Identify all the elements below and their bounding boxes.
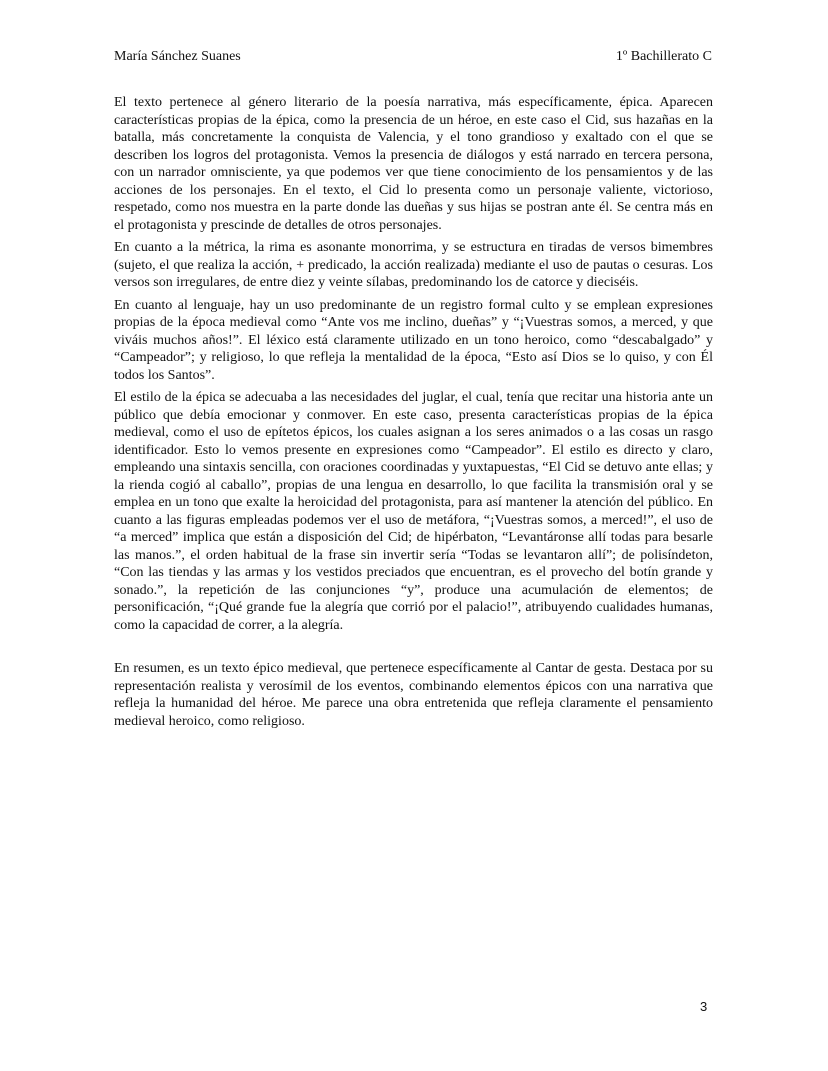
paragraph-style: El estilo de la épica se adecuaba a las necesidades del juglar, el cual, tenía que recitar una historia ante un público que debía emocionar y conmover. En este caso, presenta características propias de la épica medieval, como el uso de epítetos épicos, los cuales asignan a los seres animados o a las cosas un rasgo identificador. Esto lo vemos presente en expresiones como “Campeador”. El estilo es directo y claro, empleando una sintaxis sencilla, con oraciones coordinadas y yuxtapuestas, “El Cid se detuvo ante ellas; y la rienda cogió al caballo”, propias de una lengua en desarrollo, lo que facilita la transmisión oral y se emplea en un tono que exalte la heroicidad del protagonista, para así mantener la atención del público. En cuanto a las figuras empleadas podemos ver el uso de metáfora, “¡Vuestras somos, a merced!”, el uso de “a merced” implica que están a disposición del Cid; de hipérbaton, “Levantáronse allí todas para besarle las manos.”, el orden habitual de la frase sin invertir sería “Todas se levantaron allí”; de polisíndeton, “Con las tiendas y las armas y los vestidos preciados que encuentran, es el provecho del botín grande y sonado.”, la repetición de las conjunciones “y”, produce una acumulación de elementos; de personificación, “¡Qué grande fue la alegría que corrió por el palacio!”, atribuyendo cualidades humanas, como la capacidad de correr, a la alegría.	[114, 390, 713, 633]
paragraph-summary: En resumen, es un texto épico medieval, que pertenece específicamente al Cantar de gesta. Destaca por su representación realista y verosímil de los eventos, combinando elementos épicos con una narrativa que refleja la humanidad del héroe. Me parece una obra entretenida que refleja claramente el pensamiento medieval heroico, como religioso.	[114, 661, 713, 729]
document-body	[114, 94, 713, 735]
course-label: 1º Bachillerato C	[615, 49, 712, 64]
paragraph-metrics: En cuanto a la métrica, la rima es asonante monorrima, y se estructura en tiradas de versos bimembres (sujeto, el que realiza la acción, + predicado, la acción realizada) mediante el uso de pautas o cesuras. Los versos son irregulares, de entre diez y veinte sílabas, predominando los de catorce y dieciséis.	[114, 240, 713, 290]
author-name: María Sánchez Suanes	[114, 49, 241, 64]
paragraph-language: En cuanto al lenguaje, hay un uso predominante de un registro formal culto y se emplean expresiones propias de la época medieval como “Ante vos me inclino, dueñas” y “¡Vuestras somos, a merced, y que viváis muchos años!”. El léxico está claramente utilizado en un tono heroico, como “descabalgado” y “Campeador”; y religioso, lo que refleja la mentalidad de la época, “Esto así Dios se lo quiso, y con Él todos los Santos”.	[114, 297, 713, 383]
page-header	[114, 48, 712, 66]
page-number: 3	[700, 999, 708, 1014]
paragraph-genre: El texto pertenece al género literario de la poesía narrativa, más específicamente, épica. Aparecen características propias de la épica, como la presencia de un héroe, en este caso el Cid, sus hazañas en la batalla, más concretamente la conquista de Valencia, y el tono grandioso y exaltado con el que se describen los logros del protagonista. Vemos la presencia de diálogos y está narrado en tercera persona, con un narrador omnisciente, ya que podemos ver que tiene conocimiento de los pensamientos y de las acciones de los personajes. En el texto, el Cid lo presenta como un personaje valiente, victorioso, respetado, como nos muestra en la parte donde las dueñas y sus hijas se postran ante él. Se centra más en el protagonista y prescinde de detalles de otros personajes.	[114, 95, 713, 233]
